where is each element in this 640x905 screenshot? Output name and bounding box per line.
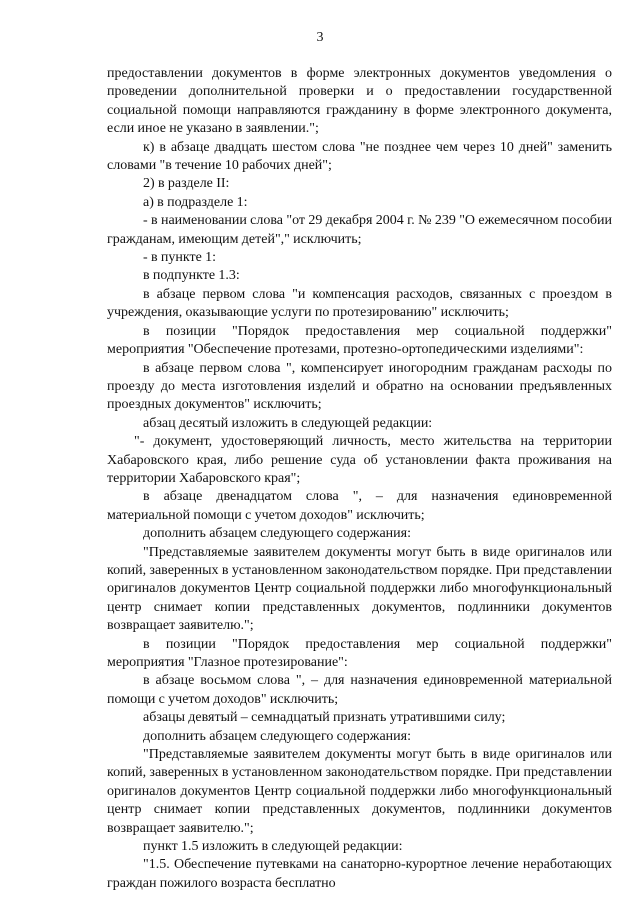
paragraph-8: в абзаце первом слова "и компенсация расходов, связанных с проездом в учреждения, оказывающие услуги по протезированию" исключить; bbox=[107, 286, 612, 321]
paragraph-20: "Представляемые заявителем документы могут быть в виде оригиналов или копий, заверенных в установленном законодательством порядке. При представлении оригиналов документов Центр социальной поддержки либо многофункциональный центр снимает копии представленных документов, подлинники документов возвращает заявителю."; bbox=[107, 747, 612, 836]
paragraph-12: "- документ, удостоверяющий личность, место жительства на территории Хабаровского края, либо решение суда об установлении факта проживания на территории Хабаровского края"; bbox=[107, 434, 612, 486]
paragraph-17: в абзаце восьмом слова ", – для назначения единовременной материальной помощи с учетом доходов" исключить; bbox=[107, 673, 612, 707]
page-number: 3 bbox=[316, 30, 324, 45]
paragraph-9: в позиции "Порядок предоставления мер социальной поддержки" мероприятия "Обеспечение протезами, протезно-ортопедическими изделиями": bbox=[107, 323, 612, 358]
paragraph-11: абзац десятый изложить в следующей редакции: bbox=[143, 415, 433, 431]
paragraph-22: "1.5. Обеспечение путевками на санаторно-курортное лечение неработающих граждан пожилого возраста бесплатно bbox=[107, 857, 612, 891]
paragraph-1: предоставлении документов в форме электронных документов уведомления о проведении дополнительной проверки и о предоставлении государственной социальной помощи направляются гражданину в форме электронного документа, если иное не указано в заявлении."; bbox=[107, 66, 612, 137]
paragraph-14: дополнить абзацем следующего содержания: bbox=[143, 526, 411, 542]
paragraph-16: в позиции "Порядок предоставления мер социальной поддержки" мероприятия "Глазное протезирование": bbox=[107, 636, 612, 670]
paragraph-13: в абзаце двенадцатом слова ", – для назначения единовременной материальной помощи с учетом доходов" исключить; bbox=[107, 489, 612, 523]
paragraph-15: "Представляемые заявителем документы могут быть в виде оригиналов или копий, заверенных в установленном законодательством порядке. При представлении оригиналов документов Центр социальной поддержки либо многофункциональный центр снимает копии представленных документов, подлинники документов возвращает заявителю."; bbox=[107, 544, 612, 634]
paragraph-5: - в наименовании слова "от 29 декабря 2004 г. № 239 "О ежемесячном пособии гражданам, имеющим детей"," исключить; bbox=[107, 213, 612, 247]
paragraph-2: к) в абзаце двадцать шестом слова "не позднее чем через 10 дней" заменить словами "в течение 10 рабочих дней"; bbox=[107, 139, 612, 174]
paragraph-19: дополнить абзацем следующего содержания: bbox=[143, 728, 411, 744]
paragraph-4: а) в подразделе 1: bbox=[143, 194, 248, 210]
paragraph-10: в абзаце первом слова ", компенсирует иногородним гражданам расходы по проезду до места изготовления изделий и обратно на основании предъявленных проездных документов" исключить; bbox=[107, 360, 612, 413]
paragraph-7: в подпункте 1.3: bbox=[143, 268, 240, 284]
paragraph-21: пункт 1.5 изложить в следующей редакции: bbox=[143, 839, 403, 855]
paragraph-18: абзацы девятый – семнадцатый признать утратившими силу; bbox=[143, 710, 506, 726]
paragraph-3: 2) в разделе II: bbox=[143, 176, 230, 192]
paragraph-6: - в пункте 1: bbox=[143, 250, 216, 266]
document-body bbox=[107, 65, 612, 893]
